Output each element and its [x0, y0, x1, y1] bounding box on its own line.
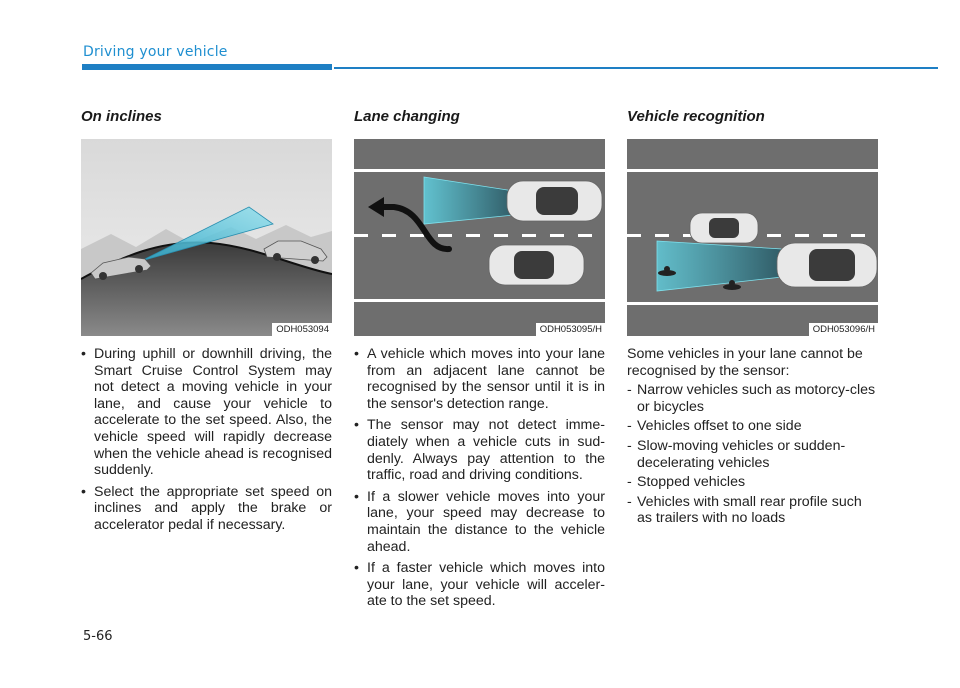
header-rule-thick	[82, 64, 332, 70]
vehicle-recognition-illustration	[627, 139, 878, 336]
figure-code: ODH053096/H	[809, 323, 878, 336]
column-lane-changing	[354, 108, 605, 615]
list-item: • If a slower vehicle moves into your lane, your speed may decrease to maintain the distance to the vehicle ahead.	[354, 489, 605, 555]
bullet-list	[354, 346, 605, 610]
list-item: - Vehicles with small rear profile such as trailers with no loads	[627, 494, 878, 527]
column-on-inclines	[81, 108, 332, 539]
car-cutting-in-icon	[489, 245, 584, 285]
list-item: - Narrow vehicles such as motorcy-cles or bicycles	[627, 382, 878, 415]
list-item: • If a faster vehicle which moves into your lane, your vehicle will acceler-ate to the set speed.	[354, 560, 605, 610]
car-front-icon	[507, 181, 602, 221]
list-item: - Slow-moving vehicles or sudden-decelerating vehicles	[627, 438, 878, 471]
bullet-list	[81, 346, 332, 534]
car-adjacent-icon	[690, 213, 758, 243]
intro-text: Some vehicles in your lane cannot be recognised by the sensor:	[627, 346, 863, 379]
column-vehicle-recognition	[627, 108, 878, 530]
lane-change-illustration	[354, 139, 605, 336]
heading-lane-changing: Lane changing	[354, 108, 460, 125]
header-rule-thin	[334, 67, 938, 69]
figure-lane-changing	[354, 139, 605, 336]
figure-vehicle-recognition	[627, 139, 878, 336]
list-item: • A vehicle which moves into your lane from an adjacent lane cannot be recognised by the sensor until it is in the sensor's detection range.	[354, 346, 605, 412]
car-own-icon	[777, 243, 877, 287]
section-title: Driving your vehicle	[83, 44, 228, 60]
list-item: - Stopped vehicles	[627, 474, 878, 491]
dash-list	[627, 382, 878, 527]
figure-code: ODH053094	[272, 323, 332, 336]
list-item: - Vehicles offset to one side	[627, 418, 878, 435]
list-item: • Select the appropriate set speed on inclines and apply the brake or accelerator pedal if necessary.	[81, 484, 332, 534]
incline-illustration	[81, 139, 332, 336]
list-item: • During uphill or downhill driving, the Smart Cruise Control System may not detect a moving vehicle in your lane, and cause your vehicle to accelerate to the set speed. Also, the vehicle speed will rapidly decrease when the vehicle ahead is recognised suddenly.	[81, 346, 332, 479]
heading-on-inclines: On inclines	[81, 108, 162, 125]
figure-inclines	[81, 139, 332, 336]
page-number: 5-66	[83, 629, 113, 644]
heading-vehicle-recognition: Vehicle recognition	[627, 108, 765, 125]
figure-code: ODH053095/H	[536, 323, 605, 336]
list-item: • The sensor may not detect imme-diately when a vehicle cuts in sud-denly. Always pay attention to the traffic, road and driving conditions.	[354, 417, 605, 483]
